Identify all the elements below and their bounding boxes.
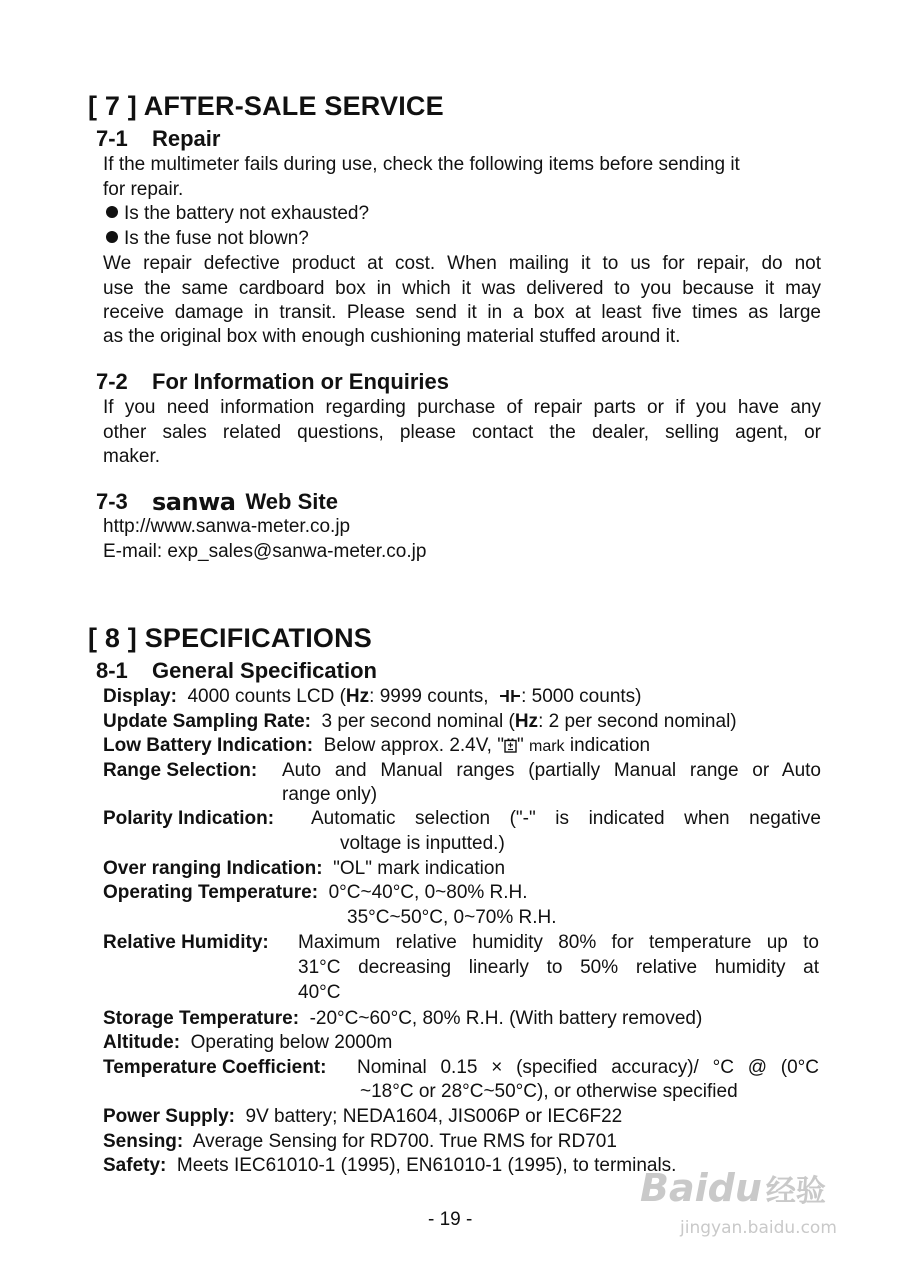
subsection-7-2-heading xyxy=(96,369,449,395)
spec-over-ranging: Over ranging Indication: "OL" mark indication xyxy=(103,858,506,879)
spec-temperature-coefficient: Temperature Coefficient: xyxy=(103,1057,327,1078)
spec-altitude: Altitude: Operating below 2000m xyxy=(103,1032,393,1053)
website-url-link[interactable]: http://www.sanwa-meter.co.jp xyxy=(103,516,351,537)
subsection-8-1-heading xyxy=(96,658,377,684)
subsection-title: Web Site xyxy=(245,489,338,514)
spec-sensing: Sensing: Average Sensing for RD700. True RMS for RD701 xyxy=(103,1131,617,1152)
section-8-title: [ 8 ] SPECIFICATIONS xyxy=(88,623,373,653)
spec-range-selection: Range Selection: xyxy=(103,760,258,781)
repair-intro-line: for repair. xyxy=(103,179,184,200)
bullet-dot-icon xyxy=(106,206,118,218)
battery-icon xyxy=(504,738,517,753)
spec-relative-humidity: Relative Humidity: xyxy=(103,932,269,953)
bullet-dot-icon xyxy=(106,231,118,243)
spec-operating-temperature: Operating Temperature: 0°C~40°C, 0~80% R.H. xyxy=(103,882,528,903)
spec-display: Display: 4000 counts LCD (Hz: 9999 counts, : 5000 counts) xyxy=(103,686,642,707)
bullet-item: Is the fuse not blown? xyxy=(106,228,309,250)
subsection-number: 8-1 xyxy=(96,658,128,683)
repair-intro-line: If the multimeter fails during use, check the following items before sending it xyxy=(103,154,740,175)
spec-value-line: 35°C~50°C, 0~70% R.H. xyxy=(347,907,557,928)
spec-polarity: Polarity Indication: xyxy=(103,808,275,829)
spec-value-line: ~18°C or 28°C~50°C), or otherwise specified xyxy=(360,1081,738,1102)
enquiries-body-line: maker. xyxy=(103,446,161,467)
bullet-item: Is the battery not exhausted? xyxy=(106,203,369,225)
enquiries-body-line: other sales related questions, please contact the dealer, selling agent, or xyxy=(103,422,821,443)
subsection-title: General Specification xyxy=(152,658,377,683)
spec-low-battery: Low Battery Indication: Below approx. 2.4V, " " mark indication xyxy=(103,735,651,756)
watermark-url: jingyan.baidu.com xyxy=(680,1218,837,1238)
spec-value-line: Nominal 0.15 × (specified accuracy)/ °C @ (0°C xyxy=(357,1057,819,1078)
subsection-number: 7-1 xyxy=(96,126,128,151)
repair-body-line: as the original box with enough cushioning material stuffed around it. xyxy=(103,326,681,347)
spec-value-line: range only) xyxy=(282,784,378,805)
repair-body-line: We repair defective product at cost. When mailing it to us for repair, do not xyxy=(103,253,821,274)
repair-body-line: receive damage in transit. Please send it in a box at least five times as large xyxy=(103,302,821,323)
spec-value-line: Maximum relative humidity 80% for temperature up to xyxy=(298,932,819,953)
spec-value-line: Auto and Manual ranges (partially Manual range or Auto xyxy=(282,760,821,781)
subsection-title: For Information or Enquiries xyxy=(152,369,450,394)
spec-power-supply: Power Supply: 9V battery; NEDA1604, JIS006P or IEC6F22 xyxy=(103,1106,623,1127)
subsection-7-3-heading xyxy=(96,488,338,516)
email-address-link[interactable]: E-mail: exp_sales@sanwa-meter.co.jp xyxy=(103,541,427,562)
sanwa-logo: sanwa xyxy=(152,488,236,516)
spec-update-rate: Update Sampling Rate: 3 per second nominal (Hz: 2 per second nominal) xyxy=(103,711,737,732)
spec-value-line: voltage is inputted.) xyxy=(340,833,505,854)
subsection-title: Repair xyxy=(152,126,221,151)
enquiries-body-line: If you need information regarding purchase of repair parts or if you have any xyxy=(103,397,821,418)
spec-safety: Safety: Meets IEC61010-1 (1995), EN61010-1 (1995), to terminals. xyxy=(103,1155,677,1176)
subsection-7-1-heading xyxy=(96,126,220,152)
subsection-number: 7-2 xyxy=(96,369,128,394)
section-7-title: [ 7 ] AFTER-SALE SERVICE xyxy=(88,91,444,121)
spec-storage-temperature: Storage Temperature: -20°C~60°C, 80% R.H. (With battery removed) xyxy=(103,1008,703,1029)
page-number: - 19 - xyxy=(428,1209,473,1230)
capacitor-icon xyxy=(499,688,521,704)
spec-value-line: 40°C xyxy=(298,982,341,1003)
spec-value-line: Automatic selection ("-" is indicated when negative xyxy=(311,808,821,829)
repair-body-line: use the same cardboard box in which it was delivered to you because it may xyxy=(103,278,821,299)
spec-value-line: 31°C decreasing linearly to 50% relative humidity at xyxy=(298,957,819,978)
watermark-brand: Baidu 经验 xyxy=(640,1166,826,1210)
subsection-number: 7-3 xyxy=(96,489,128,514)
